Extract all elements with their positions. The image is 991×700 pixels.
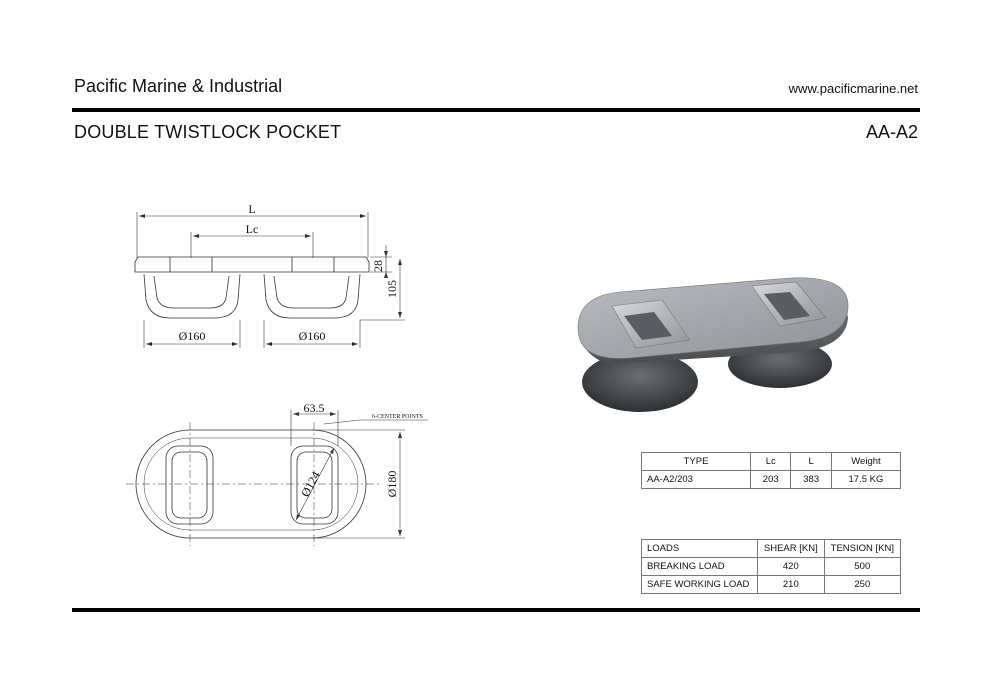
table-row	[642, 576, 901, 594]
product-code: AA-A2	[865, 122, 918, 142]
dim-28: 28	[371, 260, 385, 272]
cell-weight: 17.5 KG	[831, 471, 900, 489]
left-cup-profile	[144, 274, 240, 318]
header-weight: Weight	[831, 453, 900, 471]
table-row	[642, 558, 901, 576]
header-l: L	[791, 453, 831, 471]
cell-load-name: SAFE WORKING LOAD	[642, 576, 758, 594]
dim-63-5: 63.5	[303, 401, 325, 415]
right-cup-profile	[264, 274, 360, 318]
cell-l: 383	[791, 471, 831, 489]
left-pocket-plan	[166, 446, 213, 524]
dim-L: L	[248, 202, 256, 216]
header-tension: TENSION [KN]	[824, 540, 900, 558]
dim-dia124: Ø124	[298, 469, 323, 500]
cell-shear: 420	[758, 558, 825, 576]
cell-tension: 500	[824, 558, 900, 576]
dim-105: 105	[385, 280, 399, 298]
table-header-row	[642, 453, 901, 471]
website-url[interactable]: www.pacificmarine.net	[788, 81, 918, 96]
table-row	[642, 471, 901, 489]
dim-dia160-right: Ø160	[298, 329, 326, 343]
type-spec-table	[641, 452, 901, 489]
product-title: DOUBLE TWISTLOCK POCKET	[74, 122, 342, 142]
dim-dia180: Ø180	[385, 470, 399, 498]
table-header-row	[642, 540, 901, 558]
header-lc: Lc	[751, 453, 791, 471]
cell-tension: 250	[824, 576, 900, 594]
cell-load-name: BREAKING LOAD	[642, 558, 758, 576]
dim-dia160-left: Ø160	[178, 329, 206, 343]
company-name: Pacific Marine & Industrial	[74, 76, 283, 96]
dim-Lc: Lc	[245, 222, 259, 236]
product-3d-render	[578, 278, 848, 412]
cell-shear: 210	[758, 576, 825, 594]
loads-table	[641, 539, 901, 594]
note-center-points: 6-CENTER POINTS	[372, 414, 423, 420]
cell-lc: 203	[751, 471, 791, 489]
cell-type: AA-A2/203	[642, 471, 751, 489]
bottom-divider	[72, 608, 920, 612]
header-type: TYPE	[642, 453, 751, 471]
header-loads: LOADS	[642, 540, 758, 558]
header-shear: SHEAR [KN]	[758, 540, 825, 558]
